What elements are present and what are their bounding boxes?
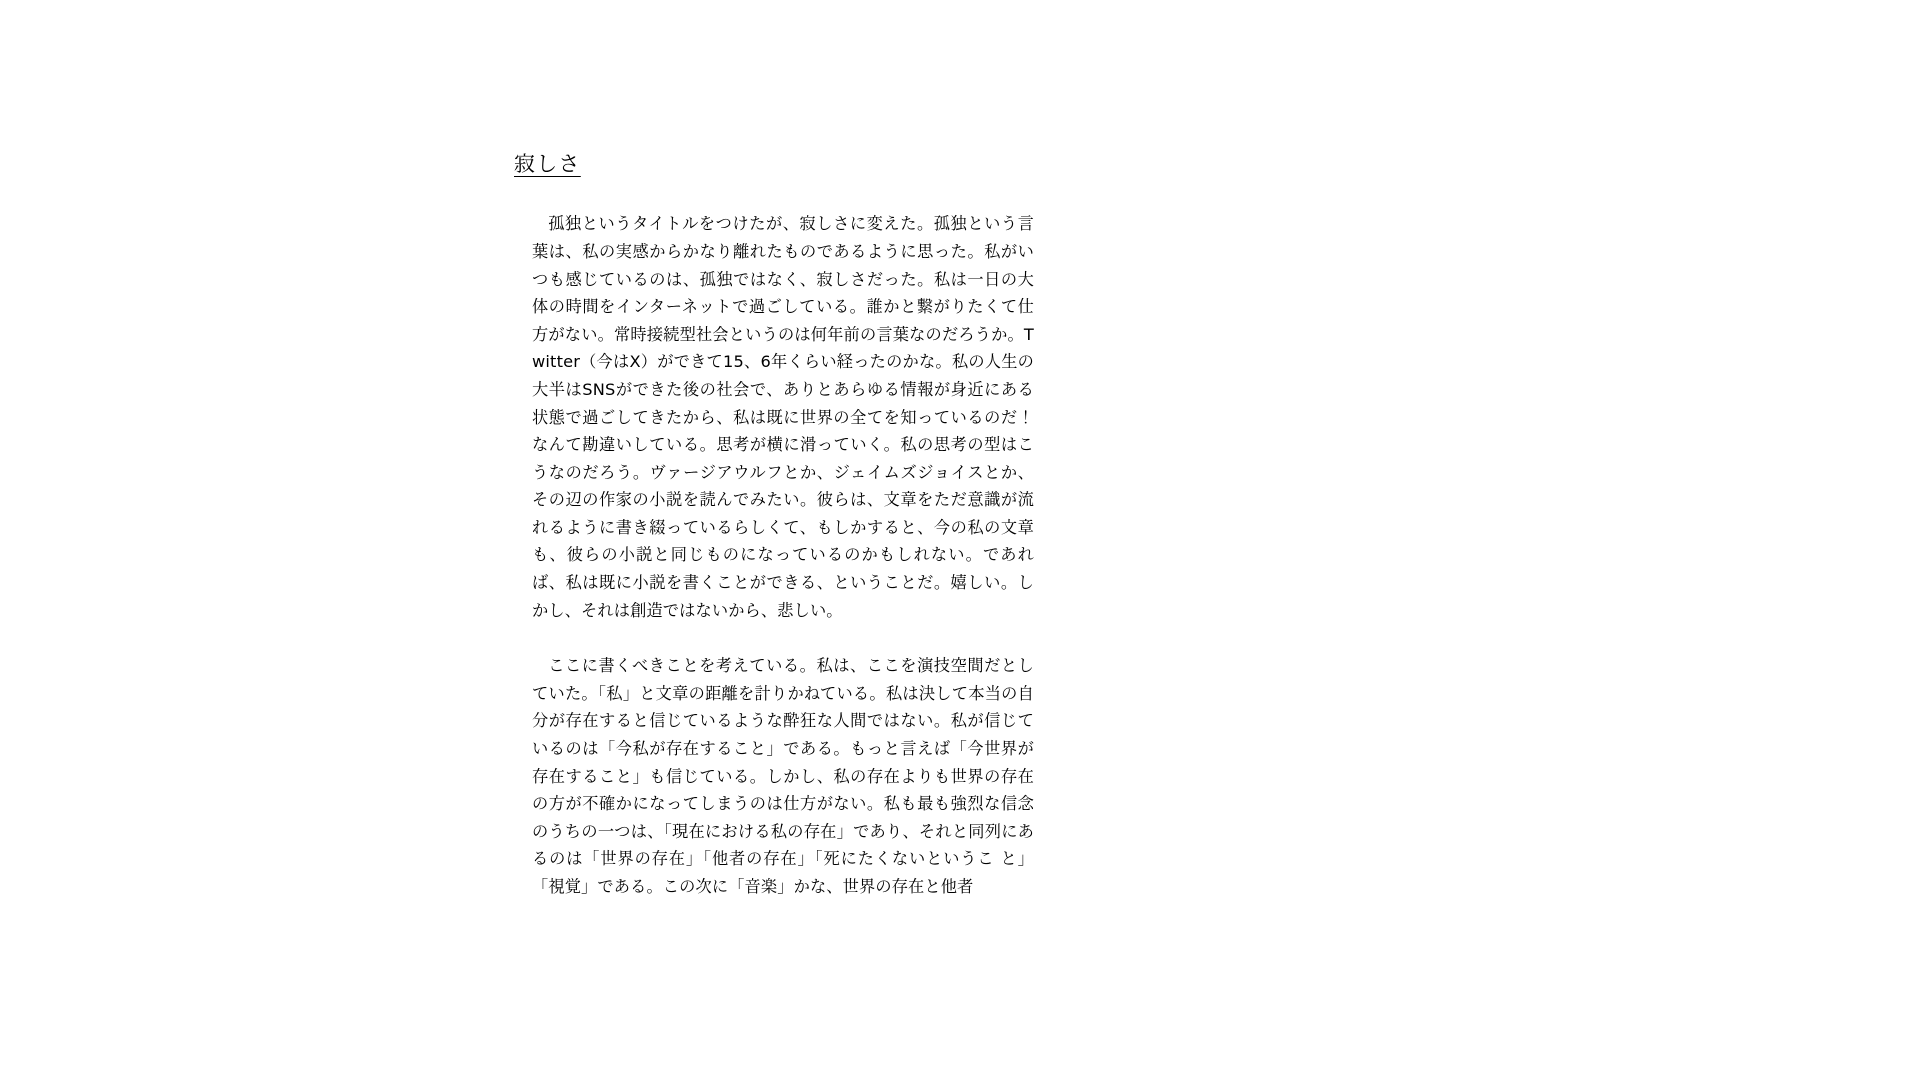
document-body (514, 150, 1036, 901)
document-text-column (532, 210, 1034, 900)
page-title: 寂しさ (514, 152, 581, 176)
paragraph: 孤独というタイトルをつけたが、寂しさに変えた。孤独という言葉は、私の実感からかなり離れたものであるように思った。私がいつも感じているのは、孤独ではなく、寂しさだった。私は一日の大体の時間をインターネットで過ごしている。誰かと繋がりたくて仕方がない。常時接続型社会というのは何年前の言葉なのだろうか。Twitter（今はX）ができて15、6年くらい経ったのかな。私の人生の大半はSNSができた後の社会で、ありとあらゆる情報が身近にある状態で過ごしてきたから、私は既に世界の全てを知っているのだ！なんて勘違いしている。思考が横に滑っていく。私の思考の型はこうなのだろう。ヴァージアウルフとか、ジェイムズジョイスとか、その辺の作家の小説を読んでみたい。彼らは、文章をただ意識が流れるように書き綴っているらしくて、もしかすると、今の私の文章も、彼らの小説と同じものになっているのかもしれない。であれば、私は既に小説を書くことができる、ということだ。嬉しい。しかし、それは創造ではないから、悲しい。 (532, 214, 1034, 620)
paragraph: ここに書くべきことを考えている。私は、ここを演技空間だとしていた。「私」と文章の距離を計りかねている。私は決して本当の自分が存在すると信じているような酔狂な人間ではない。私が信じているのは「今私が存在すること」である。もっと言えば「今世界が存在すること」も信じている。しかし、私の存在よりも世界の存在の方が不確かになってしまうのは仕方がない。私も最も強烈な信念のうちの一つは、「現在における私の存在」であり、それと同列にあるのは「世界の存在」「他者の存在」「死にたくないというこ と」「視覚」である。この次に「音楽」かな、世界の存在と他者 (532, 656, 1034, 896)
